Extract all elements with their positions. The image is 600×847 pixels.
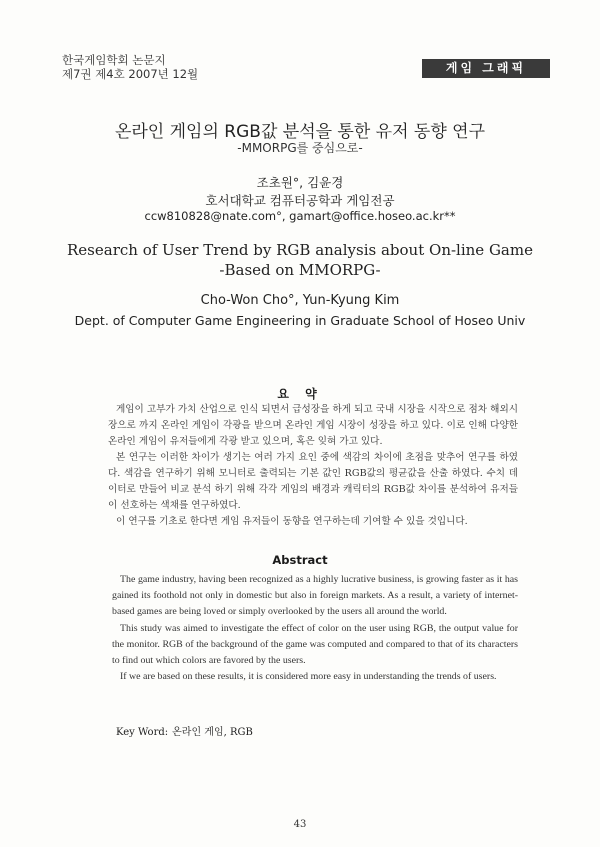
section-badge: 게임 그래픽 — [422, 59, 550, 78]
abstract-paragraph: This study was aimed to investigate the effect of color on the user using RGB, the output value for the monitor. RGB of the background of the game was computed and compared to that of its characters to find out which colors are favored by the users. — [112, 622, 518, 667]
journal-name: 한국게임학회 논문지 — [62, 53, 166, 67]
journal-header — [62, 53, 198, 81]
summary-paragraph: 본 연구는 이러한 차이가 생기는 여러 가지 요인 중에 색감의 차이에 초점을 맞추어 연구를 하였다. 색감을 연구하기 위해 모니터로 출력되는 기본 값인 RGB값의 평균값을 산출 하였다. 수치 데이터로 만들어 비교 분석 하기 위해 각각 게임의 배경과 캐릭터의 RGB값 차이를 분석하여 유저들이 선호하는 색채를 연구하였다. — [108, 452, 518, 511]
journal-issue: 제7권 제4호 2007년 12월 — [62, 67, 199, 81]
abstract-heading: Abstract — [272, 553, 328, 567]
subtitle-english: -Based on MMORPG- — [219, 261, 381, 279]
author-emails: ccw810828@nate.com°, gamart@office.hoseo.ac.kr** — [144, 209, 456, 223]
subtitle-korean: -MMORPG를 중심으로- — [237, 141, 363, 155]
keywords-label: Key Word: — [116, 727, 169, 738]
summary-paragraph: 게임이 고부가 가치 산업으로 인식 되면서 급성장을 하게 되고 국내 시장을 시작으로 점차 해외시장으로 까지 온라인 게임이 각광을 받으며 온라인 게임 시장이 성장을 하고 있다. 이로 인해 다양한 온라인 게임이 유저들에게 각광 받고 있으며, 혹은 잊혀 가고 있다. — [108, 404, 518, 447]
summary-paragraph: 이 연구를 기초로 한다면 게임 유저들이 동향을 연구하는데 기여할 수 있을 것입니다. — [116, 516, 468, 527]
summary-heading: 요 약 — [277, 387, 323, 401]
page-number: 43 — [293, 819, 307, 830]
authors-english: Cho-Won Cho°, Yun-Kyung Kim — [200, 293, 400, 308]
abstract-body — [112, 572, 518, 685]
title-korean: 온라인 게임의 RGB값 분석을 통한 유저 동향 연구 — [114, 122, 486, 142]
abstract-paragraph: If we are based on these results, it is considered more easy in understanding the trends of users. — [120, 671, 497, 683]
title-english: Research of User Trend by RGB analysis about On-line Game — [67, 241, 533, 259]
summary-body — [108, 402, 518, 530]
authors-korean: 조초원°, 김윤경 — [256, 175, 344, 190]
abstract-paragraph: The game industry, having been recognized as a highly lucrative business, is growing faster as it has gained its foothold not only in domestic but also in foreign markets. As a result, a variety of internet-based games are being loved or simply overlooked by the users all around the world. — [112, 574, 518, 618]
affiliation-english: Dept. of Computer Game Engineering in Graduate School of Hoseo Univ — [74, 313, 526, 328]
keywords — [116, 723, 257, 738]
affiliation-korean: 호서대학교 컴퓨터공학과 게임전공 — [205, 193, 395, 208]
keywords-value: 온라인 게임, RGB — [172, 727, 253, 738]
